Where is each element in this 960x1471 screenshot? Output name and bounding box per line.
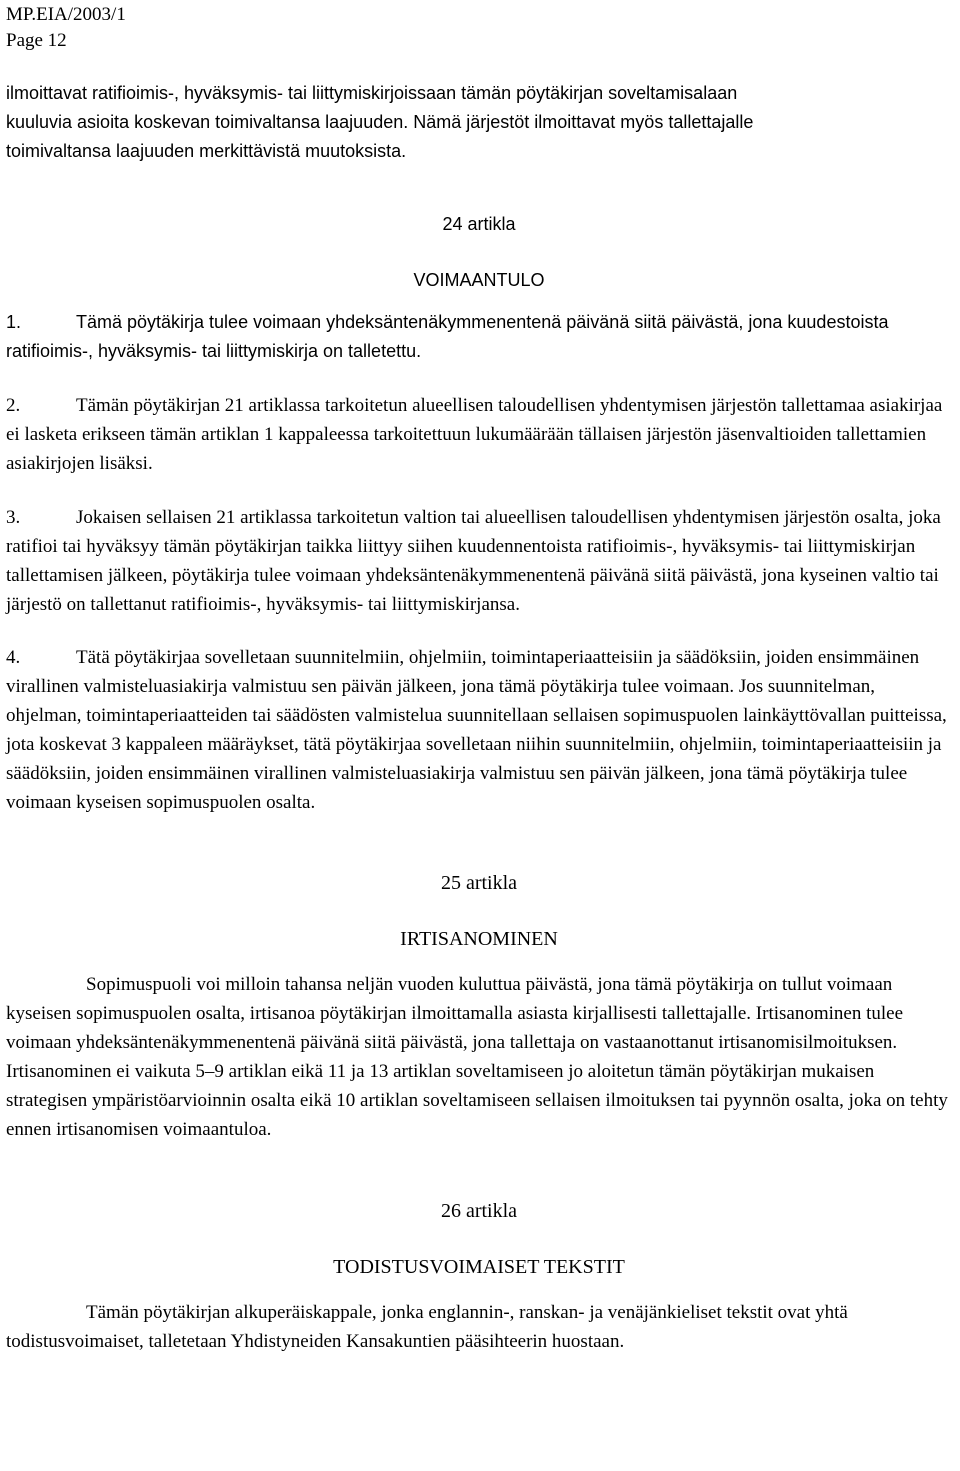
article-24-number: 24 artikla xyxy=(442,214,516,234)
article-26-title: TODISTUSVOIMAISET TEKSTIT xyxy=(333,1256,625,1278)
paragraph-number: 3. xyxy=(6,507,21,528)
intro-paragraph xyxy=(6,79,952,166)
page-header xyxy=(6,0,952,54)
intro-line: kuuluvia asioita koskevan toimivaltansa laajuuden. Nämä järjestöt ilmoittavat myös tallettajalle xyxy=(6,112,754,132)
intro-line: ilmoittavat ratifioimis-, hyväksymis- tai liittymiskirjoissaan tämän pöytäkirjan soveltamisalaan xyxy=(6,83,738,103)
paragraph-text: Tämän pöytäkirjan 21 artiklassa tarkoitetun alueellisen taloudellisen yhdentymisen järjestön tallettamaa asiakirjaa ei lasketa erikseen tämän artiklan 1 kappaleessa tarkoitettuun lukumäärään tällaisen järjestön jäsenvaltioiden tallettamien asiakirjojen lisäksi. xyxy=(6,395,943,474)
intro-line: toimivaltansa laajuuden merkittävistä muutoksista. xyxy=(6,141,407,161)
article-24-paragraph-4 xyxy=(6,643,952,817)
paragraph-text: Tämä pöytäkirja tulee voimaan yhdeksäntenäkymmenentenä päivänä siitä päivästä, jona kuudestoista ratifioimis-, hyväksymis- tai liittymiskirja on talletettu. xyxy=(6,312,889,361)
document-reference: MP.EIA/2003/1 xyxy=(6,4,126,25)
paragraph-number: 1. xyxy=(6,312,22,332)
paragraph-text: Tätä pöytäkirjaa sovelletaan suunnitelmiin, ohjelmiin, toimintaperiaatteisiin ja säädöksiin, joiden ensimmäinen virallinen valmisteluasiakirja valmistuu sen päivän jälkeen, jona tämä pöytäkirja tulee voimaan. Jos suunnitelman, ohjelman, toimintaperiaatteiden tai säädösten valmistelua suunnitellaan sellaisen sopimuspuolen lainkäyttövallan puitteissa, jota koskevat 3 kappaleen määräykset, tätä pöytäkirjaa sovelletaan niihin suunnitelmiin, ohjelmiin, toimintaperiaatteisiin ja säädöksiin, joiden ensimmäinen virallinen valmisteluasiakirja valmistuu sen päivän jälkeen, jona tämä pöytäkirja tulee voimaan kyseisen sopimuspuolen osalta. xyxy=(6,647,947,813)
paragraph-number: 4. xyxy=(6,647,21,668)
paragraph-number: 2. xyxy=(6,395,21,416)
article-25-number: 25 artikla xyxy=(440,872,518,894)
article-24-paragraph-1 xyxy=(6,308,952,366)
article-25-paragraph: Sopimuspuoli voi milloin tahansa neljän vuoden kuluttua päivästä, jona tämä pöytäkirja on tullut voimaan kyseisen sopimuspuolen osalta, irtisanoa pöytäkirjan ilmoittamalla asiasta kirjallisesti tallettajalle. Irtisanominen tulee voimaan yhdeksäntenäkymmenentenä päivänä siitä päivästä, jona tallettaja on vastaanottanut irtisanomisilmoituksen. Irtisanominen ei vaikuta 5–9 artiklan eikä 11 ja 13 artiklan soveltamiseen jo aloitetun tämän pöytäkirjan mukaisen strategisen ympäristöarvioinnin osalta eikä 10 artiklan soveltamiseen sellaisen ilmoituksen tai pyynnön osalta, joka on tehty ennen irtisanomisen voimaantuloa. xyxy=(6,974,948,1140)
article-25-title: IRTISANOMINEN xyxy=(400,928,558,950)
article-24-paragraph-3 xyxy=(6,503,952,619)
paragraph-text: Jokaisen sellaisen 21 artiklassa tarkoitetun valtion tai alueellisen taloudellisen yhdentymisen järjestön osalta, joka ratifioi tai hyväksyy tämän pöytäkirjan taikka liittyy siihen kuudennentoista ratifioimis-, hyväksymis- tai liittymiskirjan tallettamisen jälkeen, pöytäkirja tulee voimaan yhdeksäntenäkymmenentenä päivänä siitä päivästä, jona kyseinen valtio tai järjestö on tallettanut ratifioimis-, hyväksymis- tai liittymiskirjansa. xyxy=(6,507,941,615)
article-24-title: VOIMAANTULO xyxy=(413,270,545,290)
article-26-number: 26 artikla xyxy=(440,1200,518,1222)
article-24-paragraph-2 xyxy=(6,391,952,478)
page-number: Page 12 xyxy=(6,30,67,51)
article-26-paragraph: Tämän pöytäkirjan alkuperäiskappale, jonka englannin-, ranskan- ja venäjänkieliset tekstit ovat yhtä todistusvoimaiset, talletetaan Yhdistyneiden Kansakuntien pääsihteerin huostaan. xyxy=(6,1302,848,1352)
